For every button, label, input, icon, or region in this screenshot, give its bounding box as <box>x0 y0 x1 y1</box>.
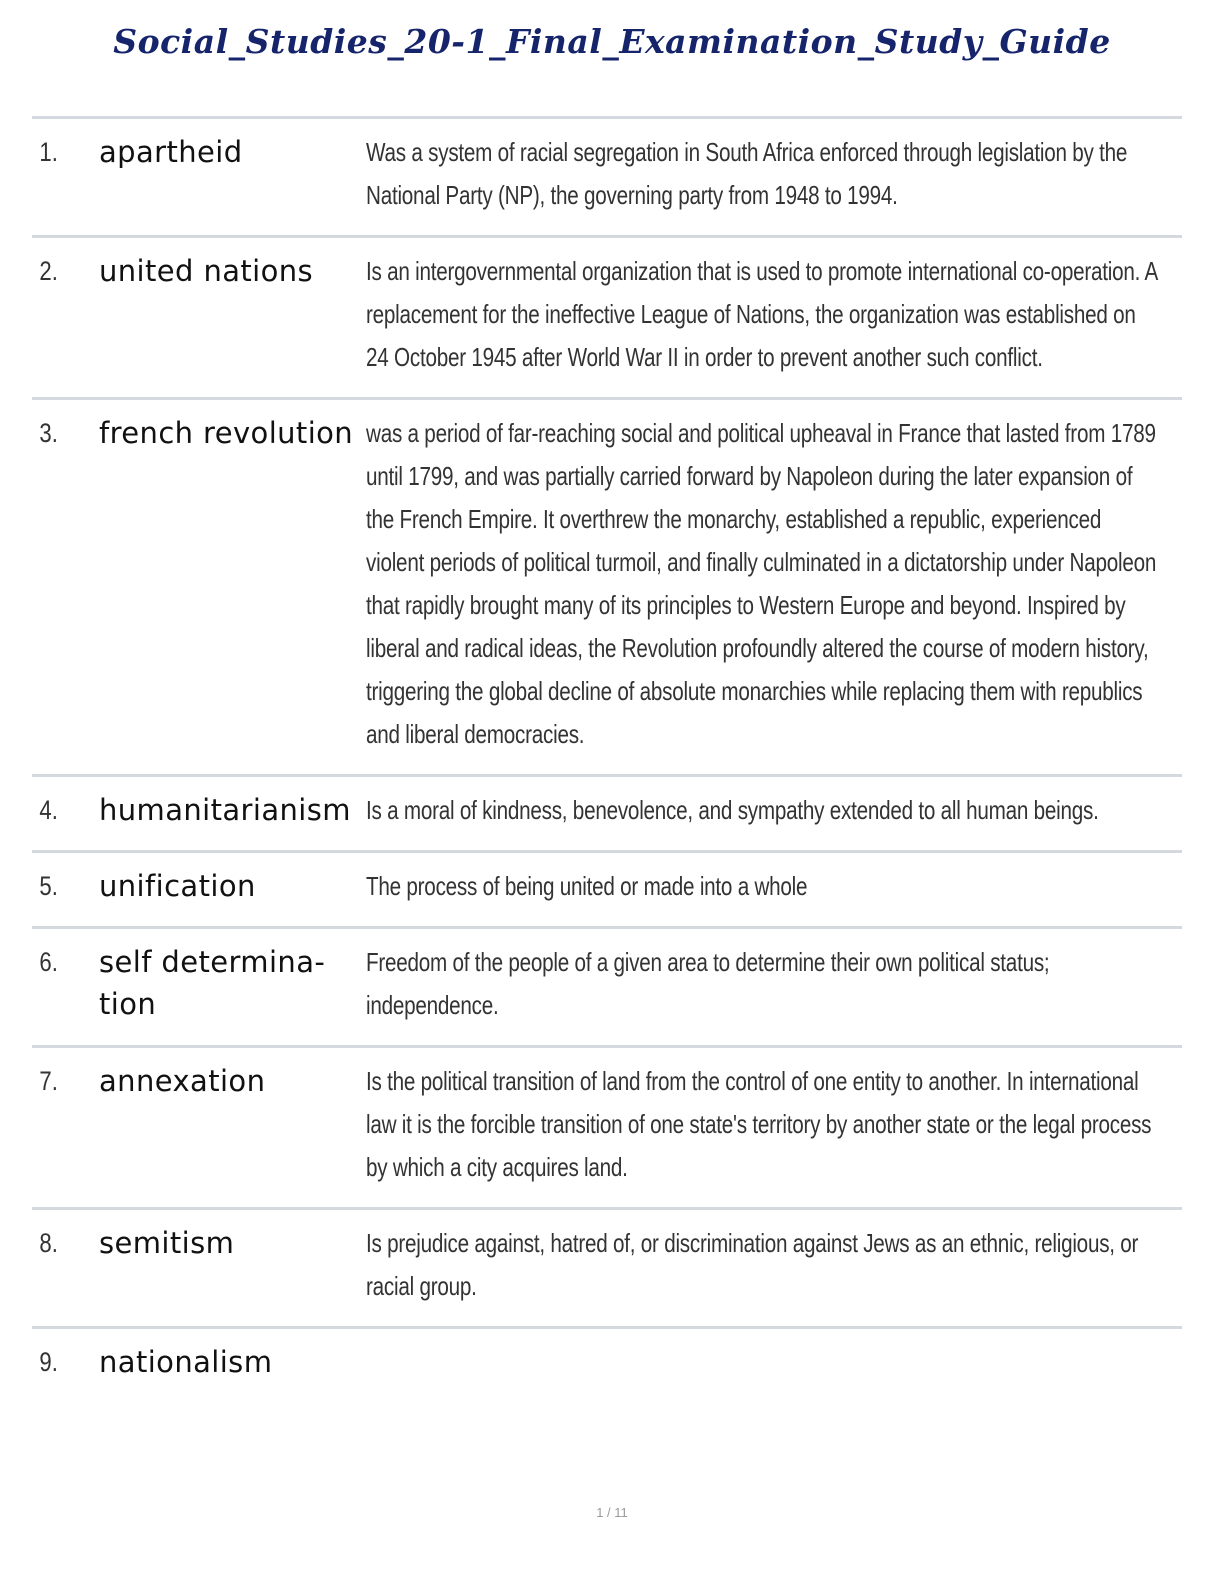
entry-number: 1. <box>39 137 58 167</box>
entry-term: semitism <box>99 1226 235 1260</box>
entry-definition-text: Was a system of racial segregation in South Africa enforced through legislation by the National Party (NP), the governing party from 1948 to 1994. <box>366 137 1128 210</box>
entry-definition-text: Freedom of the people of a given area to determine their own political status; independence. <box>366 947 1050 1020</box>
table-row <box>32 929 1182 1048</box>
table-row <box>32 400 1182 777</box>
entry-number: 5. <box>39 871 58 901</box>
page-number: 1 / 11 <box>596 1505 628 1520</box>
entry-number: 7. <box>39 1066 58 1096</box>
entry-number: 3. <box>39 418 58 448</box>
table-row <box>32 119 1182 238</box>
entry-term: annexation <box>99 1064 266 1098</box>
document-title: Social_Studies_20-1_Final_Examination_Study_Guide <box>113 22 1111 61</box>
entry-term: apartheid <box>99 135 243 169</box>
entry-number: 4. <box>39 795 58 825</box>
entry-term: united nations <box>99 254 314 288</box>
entry-term: humanitarianism <box>99 793 351 827</box>
entry-definition-text: was a period of far-reaching social and political upheaval in France that lasted from 1789 until 1799, and was partially carried forward by Napoleon during the later expansion of the French Empire. It overthrew the monarchy, established a republic, experienced violent periods of political turmoil, and finally culminated in a dictatorship under Napoleon that rapidly brought many of its principles to Western Europe and beyond. Inspired by liberal and radical ideas, the Revolution profoundly altered the course of modern history, triggering the global decline of absolute monarchies while replacing them with republics and liberal democracies. <box>366 418 1157 749</box>
entry-definition <box>366 789 1166 832</box>
entry-definition <box>366 865 1166 908</box>
entry-number: 8. <box>39 1228 58 1258</box>
entry-definition <box>366 941 1166 1027</box>
entry-definition-text: The process of being united or made into a whole <box>366 871 808 901</box>
entry-definition-text: Is a moral of kindness, benevolence, and sympathy extended to all human beings. <box>366 795 1099 825</box>
entry-definition <box>366 1222 1166 1308</box>
table-row <box>32 1210 1182 1329</box>
entry-number: 9. <box>39 1347 58 1377</box>
entry-definition <box>366 1060 1166 1189</box>
table-row <box>32 1329 1182 1402</box>
entry-term: french revolution <box>99 416 354 450</box>
entry-term: unification <box>99 869 256 903</box>
entry-definition-text: Is an intergovernmental organization that is used to promote international co-operation. A replacement for the ineffective League of Nations, the organization was established on 24 October 1945 after World War II in order to prevent another such conflict. <box>366 256 1157 372</box>
table-row <box>32 1048 1182 1210</box>
entry-term: nationalism <box>99 1345 273 1379</box>
entry-definition-text: Is prejudice against, hatred of, or discrimination against Jews as an ethnic, religious, or racial group. <box>366 1228 1139 1301</box>
study-guide-table <box>32 116 1182 1402</box>
table-row <box>32 777 1182 853</box>
table-row <box>32 238 1182 400</box>
entry-definition <box>366 412 1166 756</box>
entry-definition-text: Is the political transition of land from the control of one entity to another. In international law it is the forcible transition of one state's territory by another state or the legal process by which a city acquires land. <box>366 1066 1152 1182</box>
table-row <box>32 853 1182 929</box>
entry-definition <box>366 131 1166 217</box>
entry-number: 6. <box>39 947 58 977</box>
entry-term: self determina-tion <box>99 945 326 1021</box>
entry-number: 2. <box>39 256 58 286</box>
entry-definition <box>366 250 1166 379</box>
